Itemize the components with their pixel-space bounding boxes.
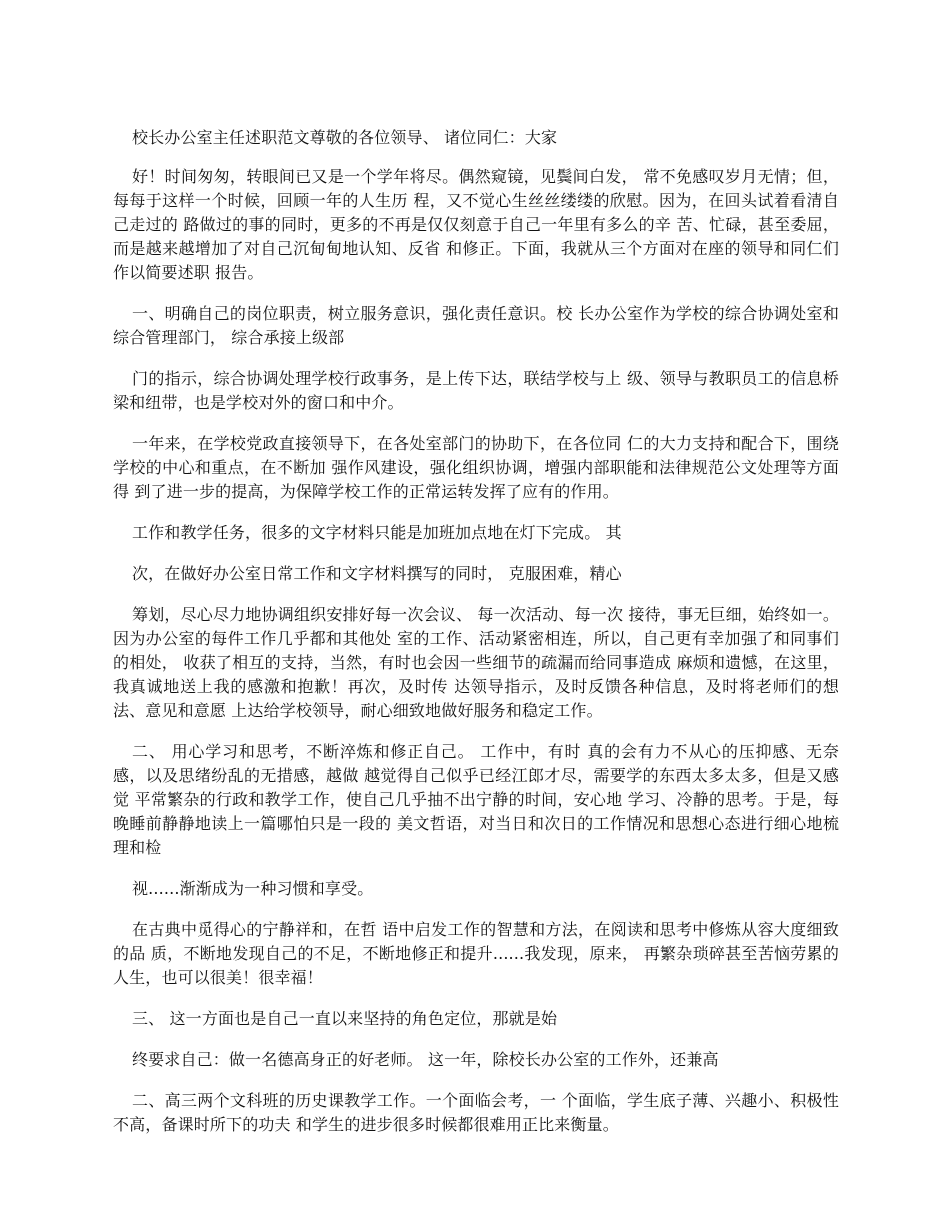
paragraph-coordination: 筹划，尽心尽力地协调组织安排好每一次会议、 每一次活动、每一次 接待，事无巨细，始终如一。因为办公室的每件工作几乎都和其他处 室的工作、活动紧密相连，所以，自己更有幸加强了和同事们的相处， 收获了相互的支持，当然，有时也会因一些细节的疏漏而给同事造成 麻烦和遗憾，在这里，我真诚地送上我的感激和抱歉！再次，及时传 达领导指示，及时反馈各种信息，及时将老师们的想法、意见和意愿 上达给学校领导，耐心细致地做好服务和稳定工作。 [113, 605, 839, 720]
paragraph-habit: 视......渐渐成为一种习惯和享受。 [132, 879, 374, 898]
paragraph-year-review: 一年来，在学校党政直接领导下，在各处室部门的协助下，在各位同 仁的大力支持和配合下，围绕学校的中心和重点，在不断加 强作风建设，强化组织协调，增强内部职能和法律规范公文处理等方面得 到了进一步的提高，为保障学校工作的正常运转发挥了应有的作用。 [113, 434, 839, 501]
paragraph-second-point: 次，在做好办公室日常工作和文字材料撰写的同时， 克服困难，精心 [132, 564, 622, 583]
paragraph-good-teacher: 终要求自己：做一名德高身正的好老师。 这一年，除校长办公室的工作外，还兼高 [132, 1050, 719, 1069]
paragraph-section-three: 三、 这一方面也是自己一直以来坚持的角色定位，那就是始 [132, 1009, 558, 1028]
paragraph-overtime: 工作和教学任务，很多的文字材料只能是加班加点地在灯下完成。 其 [132, 523, 622, 542]
paragraph-section-two: 二、 用心学习和思考，不断淬炼和修正自己。 工作中，有时 真的会有力不从心的压抑感、无奈感，以及思绪纷乱的无措感，越做 越觉得自己似乎已经江郎才尽，需要学的东西太多太多，但是又感觉 平常繁杂的行政和教学工作，使自己几乎抽不出宁静的时间，安心地 学习、冷静的思考。于是，每晚睡前静静地读上一篇哪怕只是一段的 美文哲语，对当日和次日的工作情况和思想心态进行细心地梳理和检 [113, 742, 839, 857]
paragraph-section-one-heading: 一、明确自己的岗位职责，树立服务意识，强化责任意识。校 长办公室作为学校的综合协调处室和综合管理部门， 综合承接上级部 [113, 304, 839, 347]
document-body [113, 126, 839, 1154]
paragraph-greeting: 好！时间匆匆，转眼间已又是一个学年将尽。偶然窥镜，见鬓间白发， 常不免感叹岁月无情；但，每每于这样一个时候，回顾一年的人生历 程，又不觉心生丝丝缕缕的欣慰。因为，在回头试着看清自己走过的 路做过的事的同时，更多的不再是仅仅刻意于自己一年里有多么的辛 苦、忙碌，甚至委屈，而是越来越增加了对自己沉甸甸地认知、反省 和修正。下面，我就从三个方面对在座的领导和同仁们作以简要述职 报告。 [113, 167, 839, 282]
paragraph-teaching-work: 二、高三两个文科班的历史课教学工作。一个面临会考，一 个面临，学生底子薄、兴趣小、积极性不高，备课时所下的功夫 和学生的进步很多时候都很难用正比来衡量。 [113, 1091, 839, 1134]
paragraph-classics: 在古典中觅得心的宁静祥和，在哲 语中启发工作的智慧和方法，在阅读和思考中修炼从容大度细致的品 质，不断地发现自己的不足，不断地修正和提升......我发现，原来， 再繁杂琐碎甚至苦恼劳累的人生，也可以很美！很幸福！ [113, 920, 839, 987]
paragraph-office-role: 门的指示，综合协调处理学校行政事务，是上传下达，联结学校与上 级、领导与教职员工的信息桥梁和纽带，也是学校对外的窗口和中介。 [113, 369, 839, 412]
document-title-paragraph: 校长办公室主任述职范文尊敬的各位领导、 诸位同仁：大家 [132, 128, 558, 147]
